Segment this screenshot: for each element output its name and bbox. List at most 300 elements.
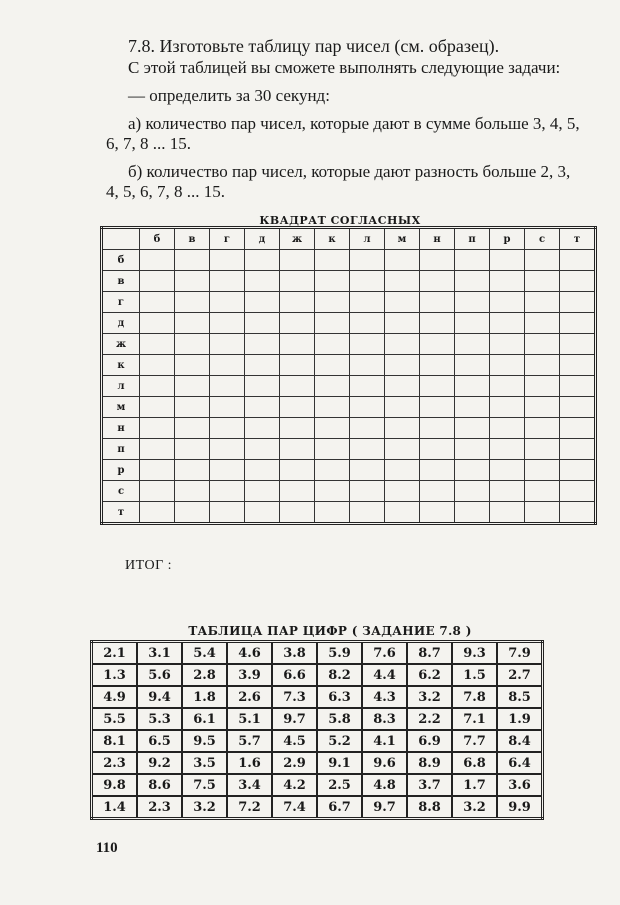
empty-cell	[175, 460, 210, 481]
empty-cell	[420, 481, 455, 502]
consonant-row	[102, 250, 596, 271]
empty-cell	[280, 397, 315, 418]
pair-cell: 6.2	[407, 664, 452, 686]
empty-cell	[525, 376, 560, 397]
empty-cell	[280, 355, 315, 376]
empty-cell	[420, 460, 455, 481]
empty-cell	[280, 292, 315, 313]
empty-cell	[140, 439, 175, 460]
empty-cell	[385, 313, 420, 334]
empty-cell	[455, 334, 490, 355]
pair-cell: 6.5	[137, 730, 182, 752]
consonant-row	[102, 355, 596, 376]
consonant-row	[102, 271, 596, 292]
pairs-row	[92, 664, 543, 686]
empty-cell	[245, 250, 280, 271]
empty-cell	[315, 334, 350, 355]
pair-cell: 5.5	[92, 708, 138, 730]
row-letter: л	[102, 376, 140, 397]
empty-cell	[280, 460, 315, 481]
empty-cell	[525, 502, 560, 524]
empty-cell	[210, 418, 245, 439]
pair-cell: 1.3	[92, 664, 138, 686]
empty-cell	[245, 502, 280, 524]
pair-cell: 3.2	[452, 796, 497, 819]
pair-cell: 8.5	[497, 686, 543, 708]
pair-cell: 1.7	[452, 774, 497, 796]
empty-cell	[210, 292, 245, 313]
pair-cell: 3.7	[407, 774, 452, 796]
empty-cell	[350, 313, 385, 334]
empty-cell	[525, 439, 560, 460]
empty-cell	[315, 250, 350, 271]
empty-cell	[560, 271, 596, 292]
pairs-table-title: ТАБЛИЦА ПАР ЦИФР ( ЗАДАНИЕ 7.8 )	[188, 624, 472, 638]
pair-cell: 3.8	[272, 642, 317, 665]
empty-cell	[245, 292, 280, 313]
empty-cell	[245, 271, 280, 292]
pair-cell: 8.8	[407, 796, 452, 819]
empty-cell	[175, 250, 210, 271]
row-letter: ж	[102, 334, 140, 355]
empty-cell	[455, 250, 490, 271]
empty-cell	[210, 502, 245, 524]
column-letter: б	[140, 228, 175, 250]
pair-cell: 9.6	[362, 752, 407, 774]
empty-cell	[420, 355, 455, 376]
empty-cell	[560, 334, 596, 355]
consonant-row	[102, 292, 596, 313]
empty-cell	[420, 334, 455, 355]
empty-cell	[140, 376, 175, 397]
empty-cell	[385, 502, 420, 524]
pair-cell: 7.5	[182, 774, 227, 796]
consonant-row	[102, 334, 596, 355]
pair-cell: 7.9	[497, 642, 543, 665]
column-letter: р	[490, 228, 525, 250]
pair-cell: 1.4	[92, 796, 138, 819]
empty-cell	[245, 418, 280, 439]
pair-cell: 9.7	[272, 708, 317, 730]
empty-cell	[140, 313, 175, 334]
empty-cell	[455, 397, 490, 418]
empty-cell	[315, 313, 350, 334]
task-intro: С этой таблицей вы сможете выполнять следующие задачи:	[128, 58, 561, 77]
empty-cell	[315, 292, 350, 313]
pair-cell: 4.6	[227, 642, 272, 665]
pair-cell: 5.3	[137, 708, 182, 730]
pair-cell: 8.7	[407, 642, 452, 665]
empty-cell	[210, 313, 245, 334]
row-letter: б	[102, 250, 140, 271]
empty-cell	[245, 460, 280, 481]
pair-cell: 4.1	[362, 730, 407, 752]
column-letter: в	[175, 228, 210, 250]
empty-cell	[420, 502, 455, 524]
empty-cell	[280, 313, 315, 334]
pair-cell: 9.7	[362, 796, 407, 819]
empty-cell	[245, 376, 280, 397]
pairs-row	[92, 774, 543, 796]
row-letter: р	[102, 460, 140, 481]
empty-cell	[455, 313, 490, 334]
empty-cell	[560, 313, 596, 334]
column-letter: л	[350, 228, 385, 250]
pair-cell: 6.6	[272, 664, 317, 686]
pair-cell: 5.4	[182, 642, 227, 665]
pair-cell: 2.9	[272, 752, 317, 774]
empty-cell	[315, 502, 350, 524]
row-letter: т	[102, 502, 140, 524]
pair-cell: 2.3	[92, 752, 138, 774]
empty-cell	[350, 502, 385, 524]
pair-cell: 2.7	[497, 664, 543, 686]
empty-cell	[350, 292, 385, 313]
row-letter: г	[102, 292, 140, 313]
empty-cell	[210, 460, 245, 481]
pair-cell: 8.4	[497, 730, 543, 752]
empty-cell	[175, 418, 210, 439]
empty-cell	[210, 355, 245, 376]
empty-cell	[560, 355, 596, 376]
row-letter: к	[102, 355, 140, 376]
empty-cell	[280, 502, 315, 524]
empty-cell	[315, 376, 350, 397]
pair-cell: 3.6	[497, 774, 543, 796]
pair-cell: 6.4	[497, 752, 543, 774]
empty-cell	[140, 271, 175, 292]
empty-cell	[490, 313, 525, 334]
pair-cell: 4.4	[362, 664, 407, 686]
empty-cell	[525, 334, 560, 355]
empty-cell	[420, 292, 455, 313]
empty-cell	[490, 397, 525, 418]
empty-cell	[525, 481, 560, 502]
empty-cell	[525, 271, 560, 292]
empty-cell	[350, 376, 385, 397]
column-letter: т	[560, 228, 596, 250]
empty-cell	[350, 397, 385, 418]
empty-cell	[385, 418, 420, 439]
consonant-square-table	[100, 226, 597, 525]
task-item-b: б) количество пар чисел, которые дают разность больше 2, 3, 4, 5, 6, 7, 8 ... 15.	[106, 162, 571, 201]
empty-cell	[525, 292, 560, 313]
pair-cell: 3.2	[182, 796, 227, 819]
pair-cell: 6.3	[317, 686, 362, 708]
empty-cell	[385, 334, 420, 355]
column-letter: д	[245, 228, 280, 250]
empty-cell	[385, 397, 420, 418]
pair-cell: 2.2	[407, 708, 452, 730]
empty-cell	[560, 397, 596, 418]
pair-cell: 9.8	[92, 774, 138, 796]
empty-cell	[140, 355, 175, 376]
empty-cell	[280, 250, 315, 271]
empty-cell	[350, 460, 385, 481]
result-label: ИТОГ :	[125, 558, 173, 573]
empty-cell	[385, 460, 420, 481]
empty-cell	[175, 271, 210, 292]
empty-cell	[210, 397, 245, 418]
empty-cell	[140, 418, 175, 439]
row-letter: н	[102, 418, 140, 439]
empty-cell	[350, 250, 385, 271]
consonant-square-title: КВАДРАТ СОГЛАСНЫХ	[259, 214, 421, 227]
pairs-row	[92, 796, 543, 819]
row-letter: с	[102, 481, 140, 502]
pair-cell: 4.8	[362, 774, 407, 796]
empty-cell	[455, 460, 490, 481]
column-letter: н	[420, 228, 455, 250]
empty-cell	[210, 250, 245, 271]
column-letter: м	[385, 228, 420, 250]
empty-cell	[315, 418, 350, 439]
empty-cell	[525, 397, 560, 418]
empty-cell	[385, 250, 420, 271]
pair-cell: 7.1	[452, 708, 497, 730]
pair-cell: 7.6	[362, 642, 407, 665]
empty-cell	[350, 334, 385, 355]
empty-cell	[140, 460, 175, 481]
empty-cell	[140, 397, 175, 418]
empty-cell	[525, 313, 560, 334]
task-heading: 7.8. Изготовьте таблицу пар чисел (см. образец).	[128, 36, 500, 56]
empty-cell	[175, 481, 210, 502]
empty-cell	[245, 334, 280, 355]
empty-cell	[455, 502, 490, 524]
pair-cell: 7.2	[227, 796, 272, 819]
empty-cell	[140, 502, 175, 524]
pair-cell: 5.1	[227, 708, 272, 730]
consonant-row	[102, 397, 596, 418]
column-letter: г	[210, 228, 245, 250]
pairs-row	[92, 730, 543, 752]
pairs-row	[92, 752, 543, 774]
empty-cell	[420, 271, 455, 292]
pair-cell: 6.1	[182, 708, 227, 730]
empty-cell	[280, 481, 315, 502]
column-letter: п	[455, 228, 490, 250]
pair-cell: 7.7	[452, 730, 497, 752]
pairs-row	[92, 708, 543, 730]
empty-cell	[525, 250, 560, 271]
consonant-header-row	[102, 228, 596, 250]
consonant-row	[102, 460, 596, 481]
pair-cell: 8.1	[92, 730, 138, 752]
column-letter: ж	[280, 228, 315, 250]
pair-cell: 4.2	[272, 774, 317, 796]
pair-cell: 8.2	[317, 664, 362, 686]
consonant-row	[102, 502, 596, 524]
consonant-row	[102, 439, 596, 460]
empty-cell	[280, 376, 315, 397]
empty-cell	[245, 397, 280, 418]
empty-cell	[560, 481, 596, 502]
empty-cell	[490, 418, 525, 439]
row-letter: д	[102, 313, 140, 334]
pair-cell: 2.5	[317, 774, 362, 796]
pair-cell: 5.2	[317, 730, 362, 752]
pair-cell: 1.5	[452, 664, 497, 686]
empty-cell	[175, 313, 210, 334]
empty-cell	[455, 481, 490, 502]
empty-cell	[315, 481, 350, 502]
empty-cell	[175, 355, 210, 376]
empty-cell	[385, 355, 420, 376]
pairs-table	[90, 640, 544, 820]
consonant-row	[102, 313, 596, 334]
empty-cell	[560, 439, 596, 460]
pair-cell: 7.4	[272, 796, 317, 819]
empty-cell	[525, 355, 560, 376]
empty-cell	[385, 376, 420, 397]
task-text	[106, 36, 586, 202]
pair-cell: 7.3	[272, 686, 317, 708]
empty-cell	[175, 334, 210, 355]
empty-cell	[420, 376, 455, 397]
corner-cell	[102, 228, 140, 250]
pair-cell: 2.8	[182, 664, 227, 686]
empty-cell	[280, 418, 315, 439]
pair-cell: 6.7	[317, 796, 362, 819]
empty-cell	[525, 418, 560, 439]
pair-cell: 5.7	[227, 730, 272, 752]
empty-cell	[490, 481, 525, 502]
pair-cell: 2.1	[92, 642, 138, 665]
empty-cell	[455, 439, 490, 460]
empty-cell	[315, 460, 350, 481]
empty-cell	[350, 271, 385, 292]
empty-cell	[525, 460, 560, 481]
pair-cell: 9.2	[137, 752, 182, 774]
empty-cell	[560, 418, 596, 439]
empty-cell	[455, 376, 490, 397]
pair-cell: 8.9	[407, 752, 452, 774]
empty-cell	[350, 418, 385, 439]
pair-cell: 5.8	[317, 708, 362, 730]
empty-cell	[490, 271, 525, 292]
empty-cell	[175, 376, 210, 397]
empty-cell	[385, 481, 420, 502]
empty-cell	[140, 292, 175, 313]
row-letter: п	[102, 439, 140, 460]
pair-cell: 2.3	[137, 796, 182, 819]
empty-cell	[385, 271, 420, 292]
consonant-row	[102, 481, 596, 502]
pair-cell: 4.3	[362, 686, 407, 708]
pair-cell: 4.5	[272, 730, 317, 752]
pair-cell: 5.6	[137, 664, 182, 686]
empty-cell	[455, 292, 490, 313]
empty-cell	[175, 292, 210, 313]
consonant-row	[102, 376, 596, 397]
empty-cell	[210, 481, 245, 502]
empty-cell	[420, 439, 455, 460]
empty-cell	[560, 376, 596, 397]
empty-cell	[140, 334, 175, 355]
row-letter: в	[102, 271, 140, 292]
page-number: 110	[96, 840, 118, 856]
column-letter: с	[525, 228, 560, 250]
empty-cell	[175, 397, 210, 418]
empty-cell	[350, 481, 385, 502]
pairs-row	[92, 642, 543, 665]
empty-cell	[560, 502, 596, 524]
pair-cell: 3.2	[407, 686, 452, 708]
pair-cell: 3.9	[227, 664, 272, 686]
empty-cell	[210, 271, 245, 292]
empty-cell	[420, 313, 455, 334]
consonant-row	[102, 418, 596, 439]
pair-cell: 3.5	[182, 752, 227, 774]
empty-cell	[455, 355, 490, 376]
empty-cell	[210, 376, 245, 397]
pair-cell: 1.9	[497, 708, 543, 730]
empty-cell	[245, 355, 280, 376]
empty-cell	[210, 334, 245, 355]
empty-cell	[560, 460, 596, 481]
empty-cell	[280, 439, 315, 460]
pair-cell: 6.9	[407, 730, 452, 752]
empty-cell	[175, 502, 210, 524]
empty-cell	[490, 502, 525, 524]
empty-cell	[245, 313, 280, 334]
empty-cell	[490, 355, 525, 376]
column-letter: к	[315, 228, 350, 250]
pairs-row	[92, 686, 543, 708]
empty-cell	[140, 250, 175, 271]
pair-cell: 9.3	[452, 642, 497, 665]
empty-cell	[560, 250, 596, 271]
pair-cell: 3.1	[137, 642, 182, 665]
empty-cell	[490, 292, 525, 313]
pair-cell: 8.6	[137, 774, 182, 796]
pair-cell: 7.8	[452, 686, 497, 708]
pair-cell: 5.9	[317, 642, 362, 665]
empty-cell	[455, 418, 490, 439]
pair-cell: 8.3	[362, 708, 407, 730]
pair-cell: 9.1	[317, 752, 362, 774]
pair-cell: 1.8	[182, 686, 227, 708]
empty-cell	[420, 418, 455, 439]
empty-cell	[315, 397, 350, 418]
empty-cell	[315, 271, 350, 292]
empty-cell	[490, 334, 525, 355]
pair-cell: 2.6	[227, 686, 272, 708]
empty-cell	[420, 250, 455, 271]
empty-cell	[385, 292, 420, 313]
pair-cell: 1.6	[227, 752, 272, 774]
empty-cell	[175, 439, 210, 460]
pair-cell: 4.9	[92, 686, 138, 708]
empty-cell	[385, 439, 420, 460]
empty-cell	[280, 271, 315, 292]
empty-cell	[245, 439, 280, 460]
empty-cell	[490, 376, 525, 397]
row-letter: м	[102, 397, 140, 418]
empty-cell	[560, 292, 596, 313]
empty-cell	[350, 355, 385, 376]
empty-cell	[420, 397, 455, 418]
empty-cell	[210, 439, 245, 460]
empty-cell	[315, 355, 350, 376]
task-item-time: — определить за 30 секунд:	[128, 86, 330, 105]
pair-cell: 9.4	[137, 686, 182, 708]
pair-cell: 9.5	[182, 730, 227, 752]
empty-cell	[315, 439, 350, 460]
empty-cell	[490, 460, 525, 481]
empty-cell	[280, 334, 315, 355]
